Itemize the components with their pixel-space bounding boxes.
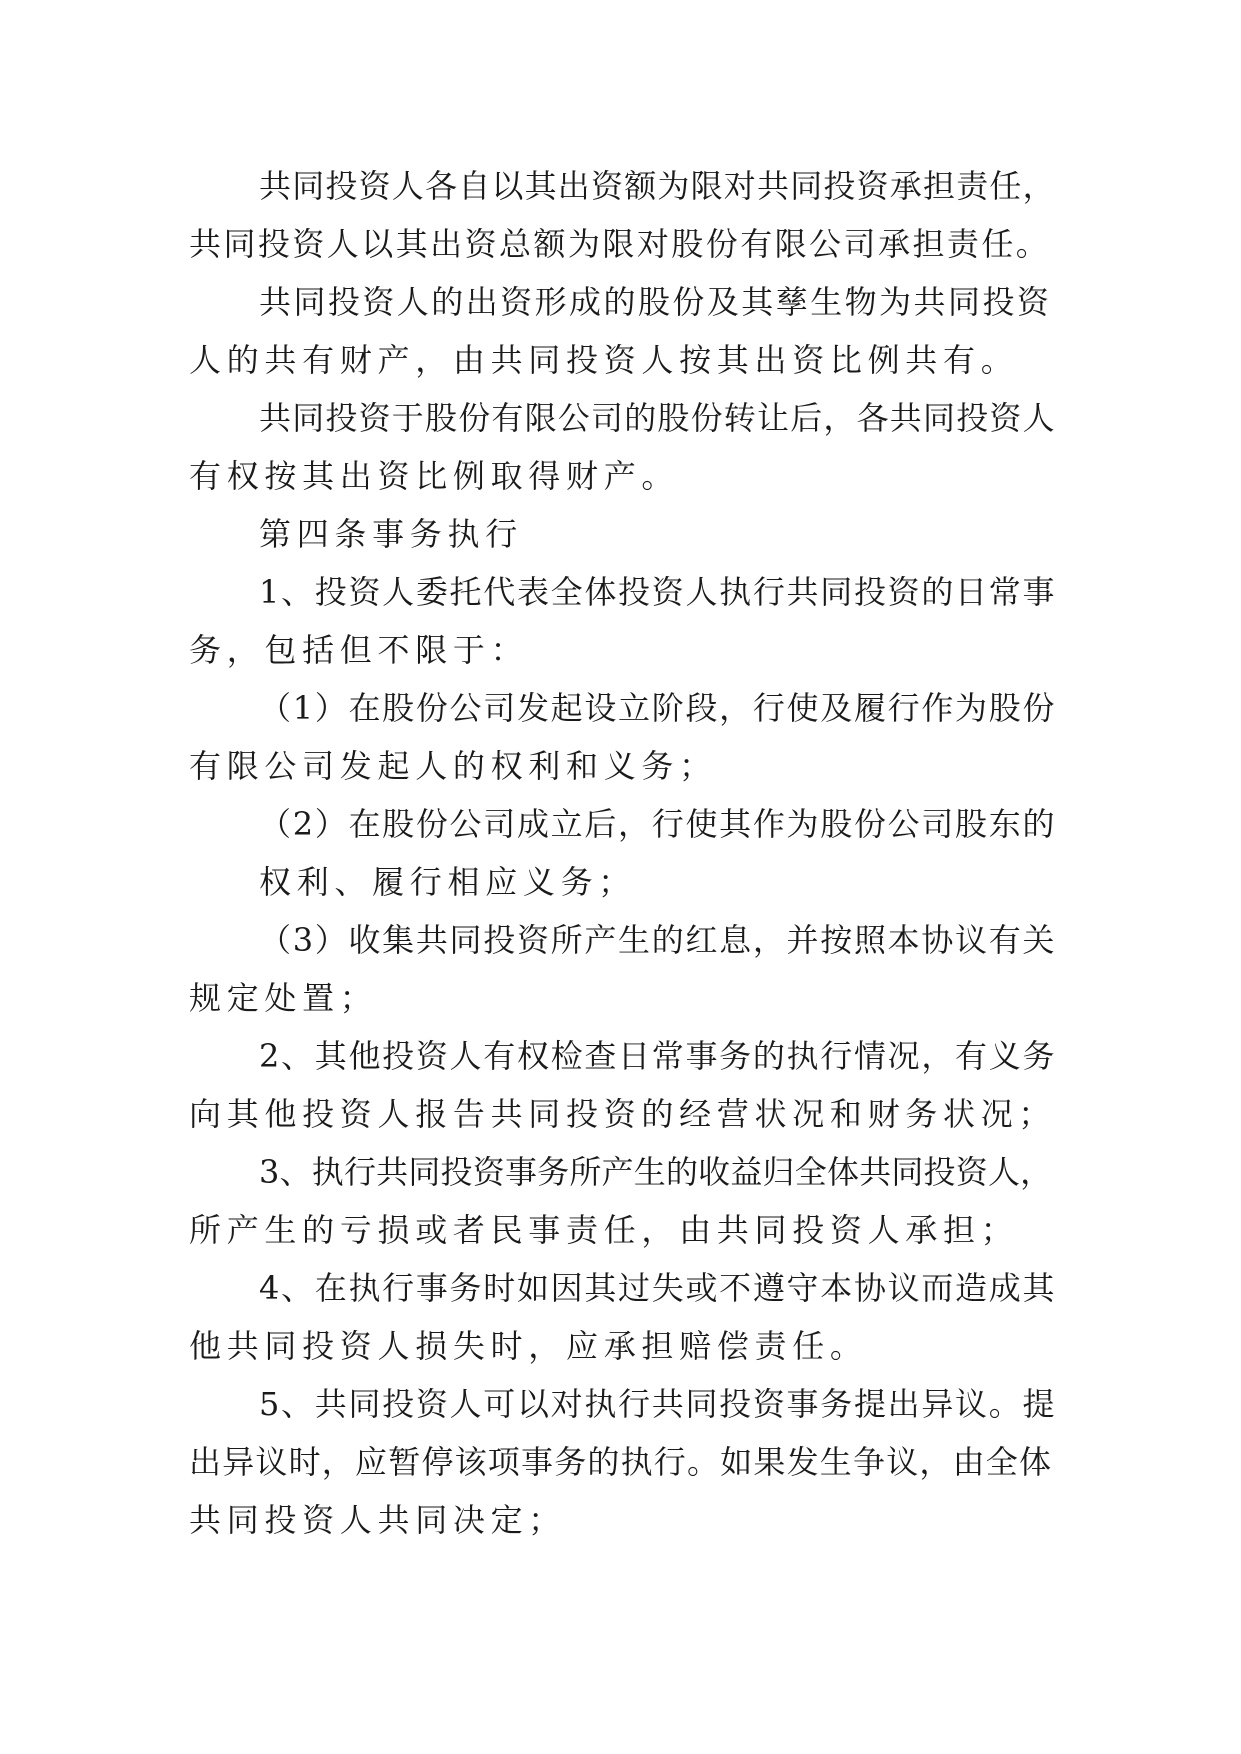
paragraph-line-11: 有限公司发起人的权利和义务； [189, 747, 717, 785]
paragraph-line-9: 务，包括但不限于： [189, 631, 529, 669]
paragraph-line-5: 共同投资于股份有限公司的股份转让后，各共同投资人 [259, 399, 1056, 437]
paragraph-line-23: 出异议时，应暂停该项事务的执行。如果发生争议，由全体 [189, 1443, 1053, 1481]
paragraph-line-22: 5、共同投资人可以对执行共同投资事务提出异议。提 [259, 1385, 1057, 1423]
paragraph-line-20: 4、在执行事务时如因其过失或不遵守本协议而造成其 [259, 1269, 1057, 1307]
paragraph-line-19: 所产生的亏损或者民事责任，由共同投资人承担； [189, 1211, 1019, 1249]
paragraph-line-18: 3、执行共同投资事务所产生的收益归全体共同投资人， [259, 1153, 1053, 1191]
paragraph-line-12: （2）在股份公司成立后，行使其作为股份公司股东的 [259, 805, 1057, 843]
paragraph-line-21: 他共同投资人损失时，应承担赔偿责任。 [189, 1327, 868, 1365]
paragraph-line-15: 规定处置； [189, 979, 378, 1017]
paragraph-line-17: 向其他投资人报告共同投资的经营状况和财务状况； [189, 1095, 1057, 1133]
paragraph-line-10: （1）在股份公司发起设立阶段，行使及履行作为股份 [259, 689, 1057, 727]
paragraph-line-8: 1、投资人委托代表全体投资人执行共同投资的日常事 [259, 573, 1057, 611]
paragraph-line-4: 人的共有财产，由共同投资人按其出资比例共有。 [189, 341, 1019, 379]
paragraph-line-13: 权利、履行相应义务； [259, 863, 637, 901]
paragraph-line-24: 共同投资人共同决定； [189, 1501, 567, 1539]
paragraph-line-3: 共同投资人的出资形成的股份及其孳生物为共同投资 [259, 283, 1052, 321]
paragraph-line-1: 共同投资人各自以其出资额为限对共同投资承担责任， [259, 167, 1056, 205]
section-heading: 第四条事务执行 [259, 515, 523, 553]
paragraph-line-14: （3）收集共同投资所产生的红息，并按照本协议有关 [259, 921, 1057, 959]
paragraph-line-6: 有权按其出资比例取得财产。 [189, 457, 680, 495]
paragraph-line-16: 2、其他投资人有权检查日常事务的执行情况，有义务 [259, 1037, 1057, 1075]
paragraph-line-2: 共同投资人以其出资总额为限对股份有限公司承担责任。 [189, 225, 1051, 263]
